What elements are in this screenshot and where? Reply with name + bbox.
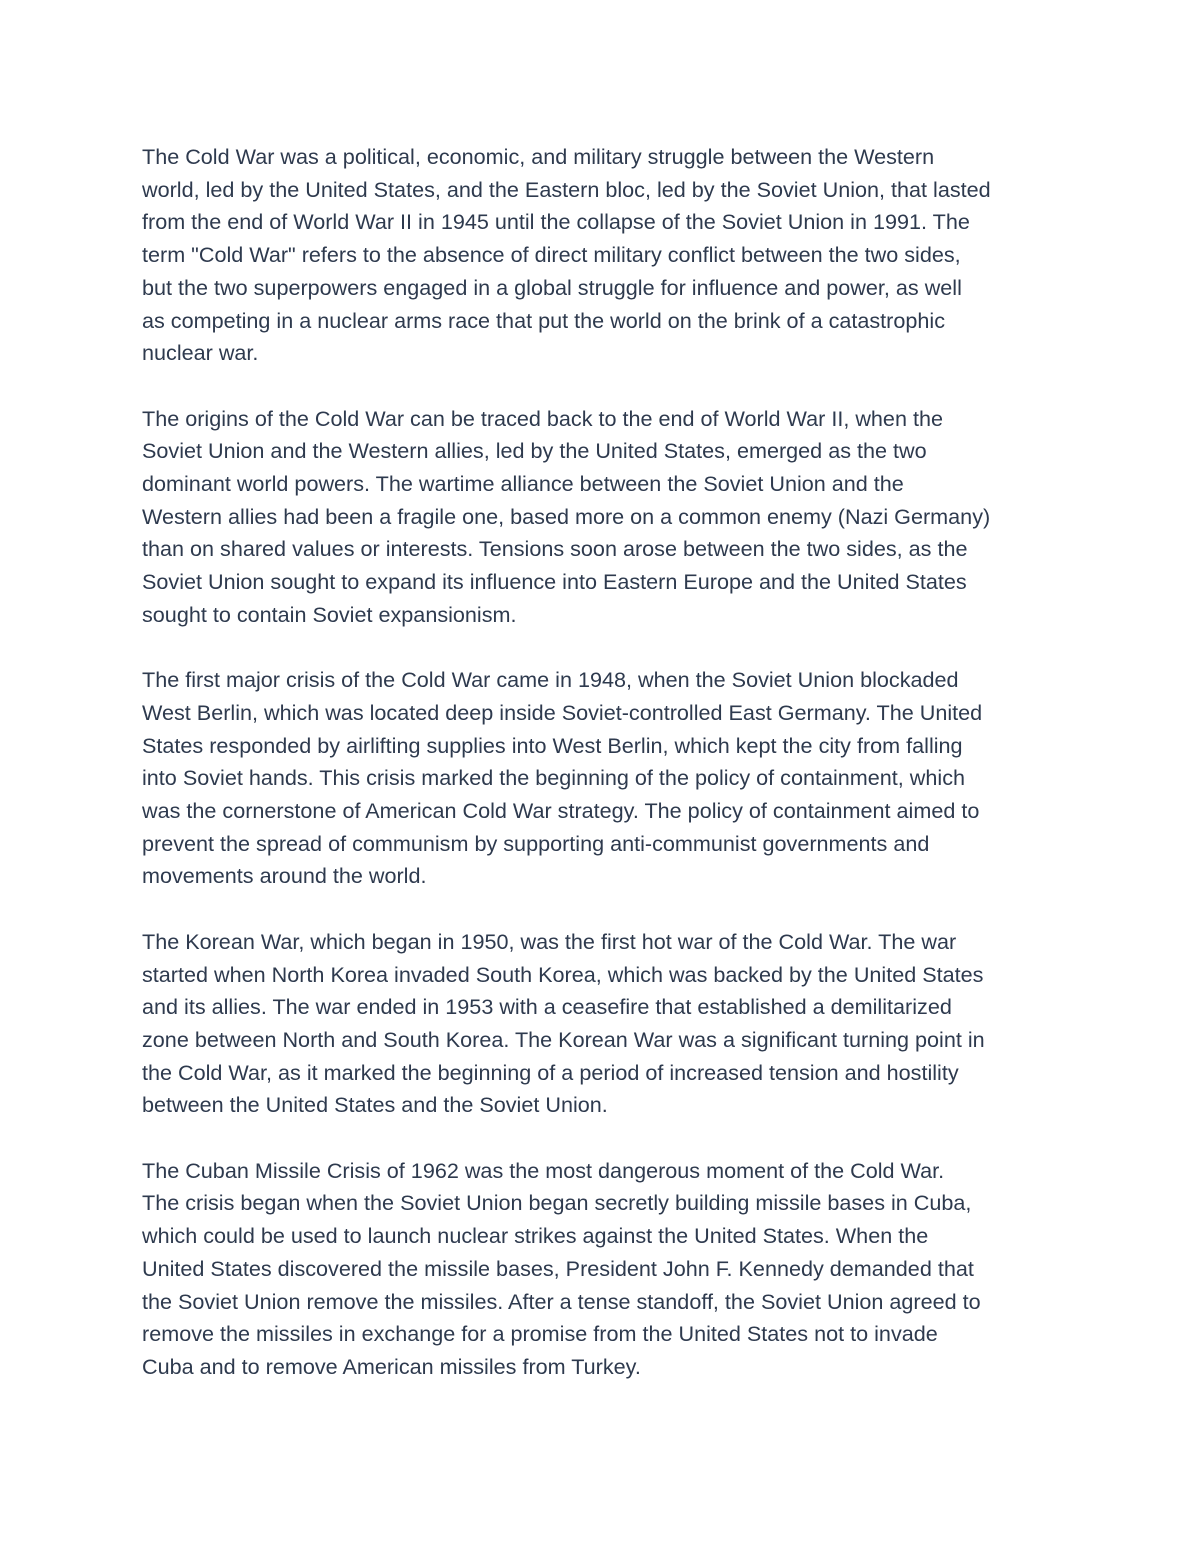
paragraph-origins: The origins of the Cold War can be traced back to the end of World War II, when the Soviet Union and the Western allies, led by the United States, emerged as the two dominant world powers. The wartime alliance between the Soviet Union and the Western allies had been a fragile one, based more on a common enemy (Nazi Germany) than on shared values or interests. Tensions soon arose between the two sides, as the Soviet Union sought to expand its influence into Eastern Europe and the United States sought to contain Soviet expansionism. [142, 405, 991, 627]
paragraph-berlin-crisis: The first major crisis of the Cold War came in 1948, when the Soviet Union blockaded West Berlin, which was located deep inside Soviet-controlled East Germany. The United States responded by airlifting supplies into West Berlin, which kept the city from falling into Soviet hands. This crisis marked the beginning of the policy of containment, which was the cornerstone of American Cold War strategy. The policy of containment aimed to prevent the spread of communism by supporting anti-communist governments and movements around the world. [142, 667, 983, 889]
paragraph-cuban-missile-crisis: The Cuban Missile Crisis of 1962 was the most dangerous moment of the Cold War. The crisis began when the Soviet Union began secretly building missile bases in Cuba, which could be used to launch nuclear strikes against the United States. When the United States discovered the missile bases, President John F. Kennedy demanded that the Soviet Union remove the missiles. After a tense standoff, the Soviet Union agreed to remove the missiles in exchange for a promise from the United States not to invade Cuba and to remove American missiles from Turkey. [142, 1157, 981, 1379]
paragraph-cold-war-overview: The Cold War was a political, economic, and military struggle between the Western world, led by the United States, and the Eastern bloc, led by the Soviet Union, that lasted from the end of World War II in 1945 until the collapse of the Soviet Union in 1991. The term "Cold War" refers to the absence of direct military conflict between the two sides, but the two superpowers engaged in a global struggle for influence and power, as well as competing in a nuclear arms race that put the world on the brink of a catastrophic nuclear war. [142, 144, 991, 366]
document-body [142, 141, 1072, 1416]
paragraph-korean-war: The Korean War, which began in 1950, was the first hot war of the Cold War. The war started when North Korea invaded South Korea, which was backed by the United States and its allies. The war ended in 1953 with a ceasefire that established a demilitarized zone between North and South Korea. The Korean War was a significant turning point in the Cold War, as it marked the beginning of a period of increased tension and hostility between the United States and the Soviet Union. [142, 928, 985, 1118]
